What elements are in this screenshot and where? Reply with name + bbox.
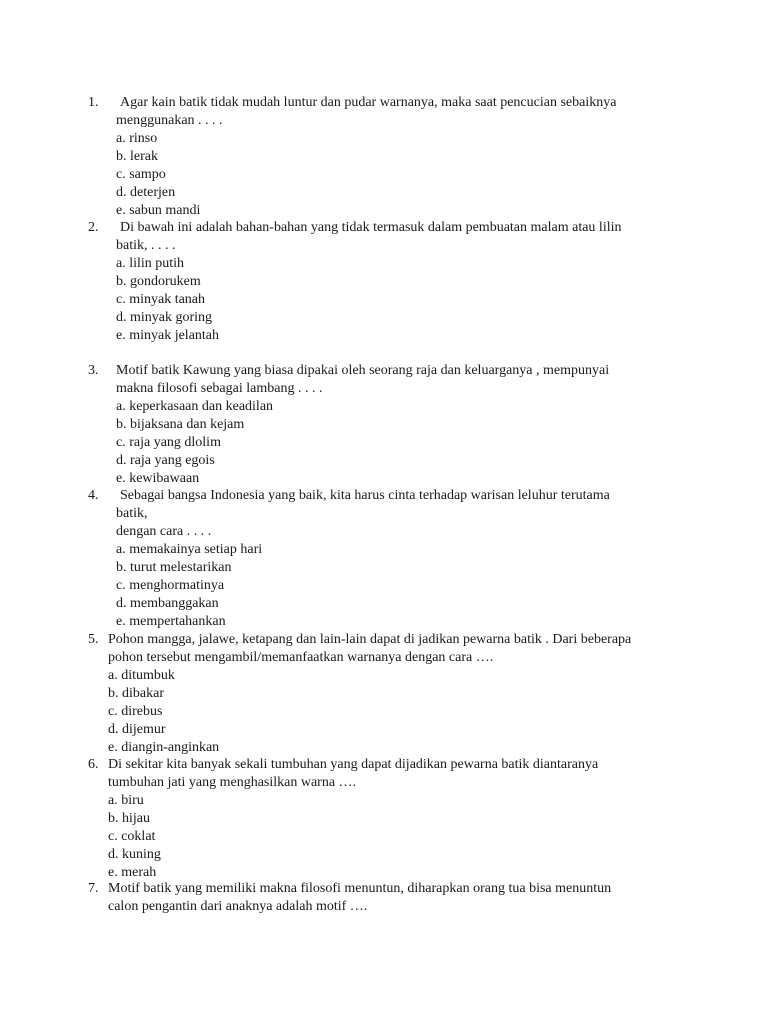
question-text: Di sekitar kita banyak sekali tumbuhan yang dapat dijadikan pewarna batik diantaranya [108, 757, 599, 772]
question-number: 2. [88, 220, 99, 235]
question-number: 6. [88, 757, 99, 772]
answer-option: c. menghormatinya [116, 578, 225, 593]
answer-option: d. membanggakan [116, 596, 219, 611]
question-number: 7. [88, 881, 99, 896]
question-text: Agar kain batik tidak mudah luntur dan pudar warnanya, maka saat pencucian sebaiknya [120, 95, 617, 110]
question-number: 3. [88, 363, 99, 378]
answer-option: d. raja yang egois [116, 453, 215, 468]
answer-option: a. biru [108, 793, 144, 808]
answer-option: e. merah [108, 865, 157, 880]
question-text: makna filosofi sebagai lambang . . . . [116, 381, 323, 396]
answer-option: b. hijau [108, 811, 150, 826]
answer-option: d. kuning [108, 847, 161, 862]
answer-option: a. keperkasaan dan keadilan [116, 399, 274, 414]
question-text: dengan cara . . . . [116, 524, 212, 539]
answer-option: a. rinso [116, 131, 158, 146]
answer-option: e. diangin-anginkan [108, 740, 220, 755]
question-text: pohon tersebut mengambil/memanfaatkan warnanya dengan cara …. [108, 650, 494, 665]
answer-option: e. sabun mandi [116, 203, 201, 218]
question-text: Motif batik Kawung yang biasa dipakai oleh seorang raja dan keluarganya , mempunyai [116, 363, 610, 378]
question-number: 4. [88, 488, 99, 503]
question-text: calon pengantin dari anaknya adalah motif …. [108, 899, 368, 914]
answer-option: e. kewibawaan [116, 471, 200, 486]
question-number: 5. [88, 632, 99, 647]
answer-option: b. turut melestarikan [116, 560, 232, 575]
answer-option: c. minyak tanah [116, 292, 206, 307]
answer-option: b. lerak [116, 149, 158, 164]
answer-option: d. dijemur [108, 722, 166, 737]
answer-option: d. minyak goring [116, 310, 213, 325]
answer-option: c. sampo [116, 167, 166, 182]
answer-option: c. coklat [108, 829, 156, 844]
answer-option: e. mempertahankan [116, 614, 226, 629]
answer-option: b. gondorukem [116, 274, 201, 289]
question-text: batik, . . . . [116, 238, 176, 253]
question-text: Sebagai bangsa Indonesia yang baik, kita harus cinta terhadap warisan leluhur terutama [120, 488, 610, 503]
question-number: 1. [88, 95, 99, 110]
question-text: Pohon mangga, jalawe, ketapang dan lain-lain dapat di jadikan pewarna batik . Dari beberapa [108, 632, 632, 647]
question-text: tumbuhan jati yang menghasilkan warna …. [108, 775, 357, 790]
question-text: Motif batik yang memiliki makna filosofi menuntun, diharapkan orang tua bisa menuntun [108, 881, 612, 896]
question-text: batik, [116, 506, 148, 521]
answer-option: d. deterjen [116, 185, 176, 200]
question-text: menggunakan . . . . [116, 113, 223, 128]
answer-option: b. dibakar [108, 686, 164, 701]
answer-option: c. direbus [108, 704, 163, 719]
answer-option: c. raja yang dlolim [116, 435, 221, 450]
question-text: Di bawah ini adalah bahan-bahan yang tidak termasuk dalam pembuatan malam atau lilin [120, 220, 622, 235]
answer-option: a. ditumbuk [108, 668, 175, 683]
answer-option: a. memakainya setiap hari [116, 542, 263, 557]
answer-option: b. bijaksana dan kejam [116, 417, 245, 432]
answer-option: a. lilin putih [116, 256, 185, 271]
answer-option: e. minyak jelantah [116, 328, 220, 343]
